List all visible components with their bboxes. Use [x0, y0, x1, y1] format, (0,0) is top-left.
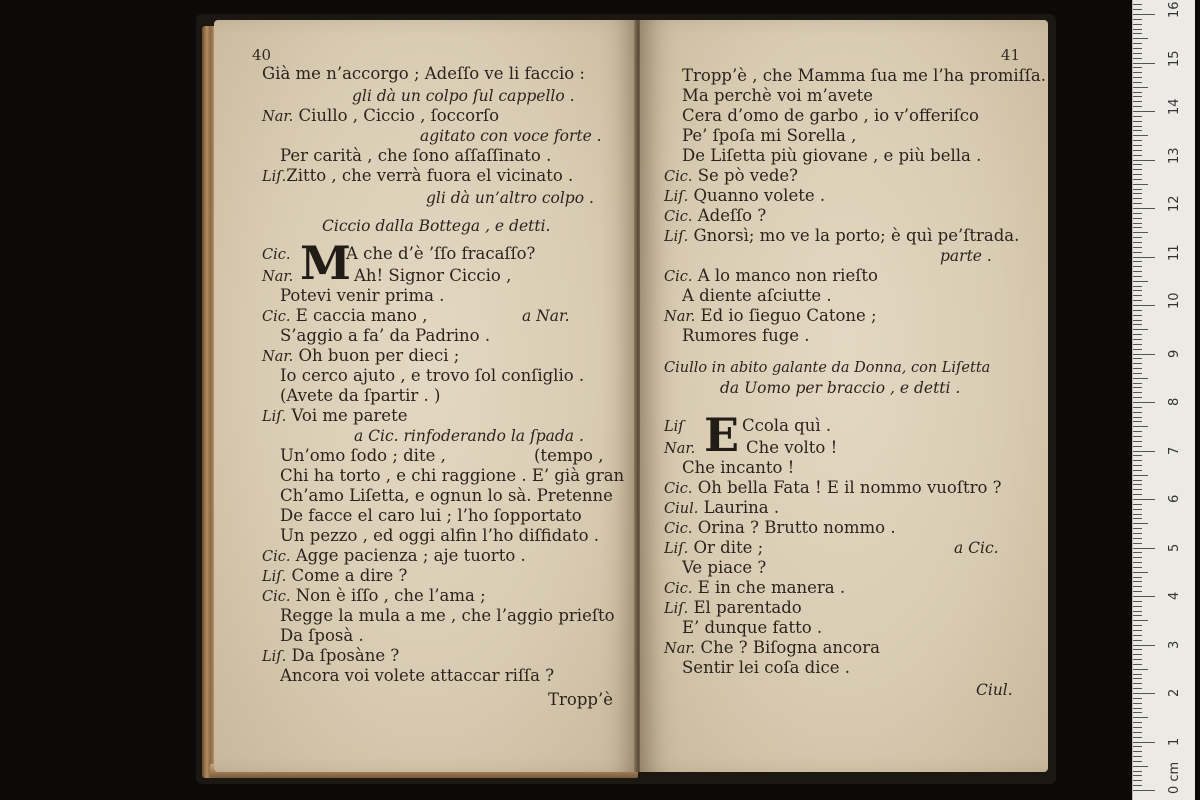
ruler-tick [1133, 320, 1142, 321]
ruler-tick [1133, 184, 1148, 185]
ruler-tick [1133, 179, 1142, 180]
ruler-tick [1133, 737, 1142, 738]
ruler-tick [1133, 567, 1142, 568]
ruler-tick [1133, 499, 1155, 500]
measuring-ruler [1132, 0, 1195, 800]
ruler-tick [1133, 664, 1142, 665]
ruler-tick [1133, 533, 1142, 534]
ruler-tick [1133, 19, 1142, 20]
text-line: Sentir lei coſa dice . [682, 658, 850, 677]
ruler-tick [1133, 324, 1142, 325]
ruler-tick [1133, 383, 1142, 384]
text-line: Regge la mula a me , che l’aggio prieſto [280, 606, 615, 625]
ruler-tick [1133, 198, 1142, 199]
ruler-tick [1133, 693, 1155, 694]
catchword: Tropp’è [548, 690, 613, 709]
ruler-tick [1133, 242, 1142, 243]
ruler-tick [1133, 727, 1142, 728]
ruler-tick [1133, 446, 1142, 447]
ruler-tick [1133, 625, 1142, 626]
ruler-tick [1133, 552, 1142, 553]
ruler-tick [1133, 300, 1142, 301]
text-line: Ve piace ? [682, 558, 767, 577]
ruler-tick [1133, 363, 1142, 364]
ruler-tick [1133, 237, 1142, 238]
ruler-tick [1133, 397, 1142, 398]
ruler-label: 1 [1167, 737, 1182, 746]
ruler-tick [1133, 334, 1142, 335]
ruler-tick [1133, 436, 1142, 437]
text-line: Liſ. Or dite ; [664, 538, 764, 557]
text-line: Cic. [262, 247, 291, 263]
ruler-tick [1133, 475, 1148, 476]
ruler-tick [1133, 155, 1142, 156]
ruler-tick [1133, 635, 1142, 636]
ruler-tick [1133, 266, 1142, 267]
scene-heading: Ciullo in abito galante da Donna, con Liſetta [664, 360, 991, 376]
ruler-tick [1133, 48, 1142, 49]
ruler-tick [1133, 203, 1142, 204]
stage-direction: agitato con voce forte . [420, 127, 602, 145]
ruler-tick [1133, 509, 1142, 510]
ruler-tick [1133, 329, 1148, 330]
ruler-tick [1133, 67, 1142, 68]
left-page [214, 20, 638, 772]
dropcap-M: M [300, 236, 351, 290]
ruler-tick [1133, 305, 1155, 306]
ruler-tick [1133, 247, 1142, 248]
text-line: A che d’è ’ſſo fracaſſo? [346, 244, 536, 263]
ruler-tick [1133, 586, 1142, 587]
text-line: Cic. A lo manco non rieſto [664, 266, 878, 285]
stage-direction: a Nar. [522, 307, 570, 325]
ruler-tick [1133, 271, 1142, 272]
ruler-tick [1133, 33, 1142, 34]
ruler-tick [1133, 708, 1142, 709]
ruler-tick [1133, 14, 1155, 15]
text-line: Cic. Oh bella Fata ! E il nommo vuoſtro ? [664, 478, 1002, 497]
ruler-tick [1133, 295, 1142, 296]
ruler-tick [1133, 732, 1142, 733]
ruler-tick [1133, 116, 1142, 117]
text-line: Liſ.Zitto , che verrà fuora el vicinato . [262, 166, 574, 185]
text-line: De facce el caro lui ; l’ho ſopportato [280, 506, 582, 525]
text-line: Per carità , che ſono aſſaſſinato . [280, 146, 552, 165]
ruler-tick [1133, 441, 1142, 442]
ruler-tick [1133, 106, 1142, 107]
ruler-tick [1133, 101, 1142, 102]
text-line: Cic. Non è iſſo , che l’ama ; [262, 586, 486, 605]
ruler-label: 8 [1167, 397, 1182, 406]
ruler-tick [1133, 645, 1155, 646]
ruler-tick [1133, 24, 1142, 25]
ruler-label: 9 [1167, 349, 1182, 358]
ruler-tick [1133, 111, 1155, 112]
ruler-label: 15 [1167, 49, 1182, 67]
ruler-tick [1133, 601, 1142, 602]
right-page [640, 20, 1048, 772]
ruler-tick [1133, 4, 1142, 5]
ruler-tick [1133, 150, 1142, 151]
ruler-tick [1133, 261, 1142, 262]
text-line: Cic. Se pò vede? [664, 166, 799, 185]
text-line: Un pezzo , ed oggi alfin l’ho diſfidato . [280, 526, 600, 545]
ruler-tick [1133, 53, 1142, 54]
text-line: Potevi venir prima . [280, 286, 445, 305]
ruler-tick [1133, 121, 1142, 122]
ruler-tick [1133, 756, 1142, 757]
ruler-label: 3 [1167, 640, 1182, 649]
ruler-label: 14 [1167, 98, 1182, 115]
text-line: Tropp’è , che Mamma ſua me l’ha promiſſa. [682, 66, 1046, 85]
ruler-tick [1133, 722, 1142, 723]
ruler-tick [1133, 591, 1142, 592]
ruler-tick [1133, 562, 1142, 563]
ruler-tick [1133, 761, 1142, 762]
ruler-tick [1133, 683, 1142, 684]
ruler-tick [1133, 751, 1142, 752]
ruler-tick [1133, 29, 1142, 30]
ruler-tick [1133, 451, 1155, 452]
ruler-tick [1133, 465, 1142, 466]
ruler-tick [1133, 92, 1142, 93]
ruler-tick [1133, 654, 1142, 655]
text-line: Cic. E in che manera . [664, 578, 846, 597]
stage-direction: gli dà un colpo ſul cappello . [352, 87, 575, 105]
ruler-tick [1133, 775, 1142, 776]
ruler-tick [1133, 208, 1155, 209]
ruler-tick [1133, 523, 1148, 524]
ruler-tick [1133, 421, 1142, 422]
ruler-tick [1133, 218, 1142, 219]
ruler-tick [1133, 349, 1142, 350]
ruler-tick [1133, 620, 1148, 621]
ruler-tick [1133, 38, 1148, 39]
ruler-tick [1133, 358, 1142, 359]
ruler-tick [1133, 130, 1142, 131]
ruler-tick [1133, 596, 1155, 597]
ruler-label: 10 [1167, 292, 1182, 309]
ruler-tick [1133, 528, 1142, 529]
text-line: Un’omo ſodo ; dite , [280, 446, 446, 465]
ruler-tick [1133, 518, 1142, 519]
ruler-label: 4 [1167, 591, 1182, 600]
text-line: Liſ. Quanno volete . [664, 186, 826, 205]
text-line: Nar. Che ? Biſogna ancora [664, 638, 880, 657]
ruler-tick [1133, 164, 1142, 165]
ruler-tick [1133, 484, 1142, 485]
ruler-tick [1133, 771, 1142, 772]
text-line: S’aggio a fa’ da Padrino . [280, 326, 491, 345]
ruler-tick [1133, 538, 1142, 539]
text-line: Che volto ! [746, 438, 838, 457]
ruler-tick [1133, 290, 1142, 291]
ruler-tick [1133, 674, 1142, 675]
text-line: Cic. Agge pacienza ; aje tuorto . [262, 546, 526, 565]
ruler-tick [1133, 742, 1155, 743]
ruler-tick [1133, 460, 1142, 461]
ruler-tick [1133, 145, 1142, 146]
ruler-tick [1133, 378, 1148, 379]
ruler-tick [1133, 494, 1142, 495]
text-line: Ciul. Laurina . [664, 498, 780, 517]
ruler-tick [1133, 426, 1148, 427]
ruler-tick [1133, 140, 1142, 141]
text-line: Nar. [262, 269, 294, 285]
ruler-tick [1133, 189, 1142, 190]
ruler-tick [1133, 126, 1142, 127]
text-line: Cic. Orina ? Brutto nommo . [664, 518, 896, 537]
ruler-tick [1133, 169, 1142, 170]
ruler-tick [1133, 688, 1142, 689]
ruler-tick [1133, 698, 1142, 699]
ruler-label: 2 [1167, 688, 1182, 697]
text-line: (tempo , [534, 446, 604, 465]
ruler-tick [1133, 611, 1142, 612]
stage-direction: a Cic. rinfoderando la ſpada . [354, 427, 584, 445]
ruler-tick [1133, 252, 1142, 253]
ruler-tick [1133, 630, 1142, 631]
ruler-label: 16 [1167, 1, 1182, 18]
text-line: Liſ [664, 419, 684, 435]
text-line: Ch’amo Liſetta, e ognun lo sà. Pretenne [280, 486, 613, 505]
ruler-tick [1133, 548, 1155, 549]
ruler-tick [1133, 431, 1142, 432]
ruler-tick [1133, 310, 1142, 311]
ruler-tick [1133, 678, 1142, 679]
ruler-tick [1133, 193, 1142, 194]
ruler-tick [1133, 572, 1148, 573]
stage-direction: a Cic. [954, 539, 999, 557]
ruler-label: 0 cm [1167, 761, 1182, 794]
ruler-tick [1133, 82, 1142, 83]
ruler-tick [1133, 63, 1155, 64]
text-line: Che incanto ! [682, 458, 795, 477]
stage-direction: gli dà un’altro colpo . [426, 189, 594, 207]
text-line: Io cerco ajuto , e trovo ſol conſiglio . [280, 366, 585, 385]
text-line: Rumores fuge . [682, 326, 810, 345]
ruler-tick [1133, 232, 1148, 233]
ruler-tick [1133, 504, 1142, 505]
ruler-tick [1133, 557, 1142, 558]
ruler-tick [1133, 368, 1142, 369]
text-line: Liſ. Da ſposàne ? [262, 646, 400, 665]
text-line: (Avete da ſpartir . ) [280, 386, 441, 405]
ruler-tick [1133, 96, 1142, 97]
ruler-tick [1133, 577, 1142, 578]
ruler-label: 6 [1167, 494, 1182, 503]
ruler-tick [1133, 514, 1142, 515]
ruler-tick [1133, 785, 1142, 786]
text-line: Nar. Oh buon per dieci ; [262, 346, 460, 365]
text-line: Nar. Ciullo , Ciccio , ſoccorſo [262, 106, 499, 125]
text-line: Ah! Signor Ciccio , [354, 266, 512, 285]
ruler-tick [1133, 9, 1142, 10]
ruler-tick [1133, 615, 1142, 616]
ruler-tick [1133, 392, 1142, 393]
ruler-tick [1133, 606, 1142, 607]
ruler-label: 11 [1167, 243, 1182, 261]
ruler-tick [1133, 72, 1142, 73]
ruler-tick [1133, 174, 1142, 175]
text-line: Cic. Adeſſo ? [664, 206, 767, 225]
text-line: Cic. E caccia mano , [262, 306, 428, 325]
ruler-tick [1133, 455, 1142, 456]
ruler-label: 12 [1167, 195, 1182, 212]
text-line: Pe’ ſpoſa mi Sorella , [682, 126, 857, 145]
scene-heading: Ciccio dalla Bottega , e detti. [322, 217, 551, 235]
ruler-tick [1133, 227, 1142, 228]
ruler-tick [1133, 746, 1142, 747]
ruler-tick [1133, 489, 1142, 490]
text-line: Ma perchè voi m’avete [682, 86, 874, 105]
ruler-tick [1133, 417, 1142, 418]
text-line: A diente aſciutte . [682, 286, 832, 305]
ruler-tick [1133, 281, 1148, 282]
text-line: Da ſposà . [280, 626, 364, 645]
ruler-tick [1133, 160, 1155, 161]
ruler-tick [1133, 480, 1142, 481]
text-line: De Liſetta più giovane , e più bella . [682, 146, 982, 165]
ruler-label: 13 [1167, 146, 1182, 164]
text-line: Liſ. El parentado [664, 598, 802, 617]
scene-heading: da Uomo per braccio , e detti . [720, 379, 961, 397]
ruler-tick [1133, 77, 1142, 78]
ruler-tick [1133, 669, 1148, 670]
text-line: Chi ha torto , e chi raggione . E’ già gran [280, 466, 625, 485]
text-line: Liſ. Gnorsì; mo ve la porto; è quì pe’ſtrada. [664, 226, 1020, 245]
ruler-tick [1133, 640, 1142, 641]
dropcap-E: E [704, 408, 740, 462]
stage-direction: parte . [940, 247, 992, 265]
ruler-tick [1133, 703, 1142, 704]
page-number-left: 40 [252, 46, 272, 64]
ruler-tick [1133, 712, 1142, 713]
ruler-tick [1133, 276, 1142, 277]
ruler-tick [1133, 223, 1142, 224]
ruler-tick [1133, 402, 1155, 403]
catchword: Ciul. [976, 681, 1013, 699]
ruler-tick [1133, 315, 1142, 316]
ruler-tick [1133, 780, 1142, 781]
ruler-tick [1133, 373, 1142, 374]
text-line: Nar. Ed io ſieguo Catone ; [664, 306, 877, 325]
text-line: Già me n’accorgo ; Adeſſo ve li faccio : [262, 64, 585, 83]
text-line: E’ dunque fatto . [682, 618, 823, 637]
ruler-tick [1133, 659, 1142, 660]
ruler-tick [1133, 407, 1142, 408]
ruler-tick [1133, 766, 1148, 767]
text-line: Ccola quì . [742, 416, 832, 435]
ruler-tick [1133, 470, 1142, 471]
ruler-label: 5 [1167, 543, 1182, 552]
ruler-label: 7 [1167, 446, 1182, 455]
ruler-tick [1133, 649, 1142, 650]
page-number-right: 41 [1000, 46, 1020, 64]
text-line: Nar. [664, 441, 696, 457]
text-line: Cera d’omo de garbo , io v’offeriſco [682, 106, 979, 125]
ruler-tick [1133, 344, 1142, 345]
ruler-tick [1133, 257, 1155, 258]
ruler-tick [1133, 213, 1142, 214]
ruler-tick [1133, 339, 1142, 340]
text-line: Ancora voi volete attaccar riſſa ? [280, 666, 555, 685]
ruler-tick [1133, 58, 1142, 59]
ruler-tick [1133, 412, 1142, 413]
ruler-tick [1133, 43, 1142, 44]
ruler-tick [1133, 135, 1148, 136]
ruler-tick [1133, 543, 1142, 544]
ruler-tick [1133, 581, 1142, 582]
ruler-tick [1133, 387, 1142, 388]
text-line: Liſ. Come a dire ? [262, 566, 408, 585]
ruler-tick [1133, 354, 1155, 355]
ruler-tick [1133, 790, 1155, 791]
ruler-tick [1133, 87, 1148, 88]
ruler-tick [1133, 717, 1148, 718]
ruler-tick [1133, 286, 1142, 287]
text-line: Liſ. Voi me parete [262, 406, 408, 425]
